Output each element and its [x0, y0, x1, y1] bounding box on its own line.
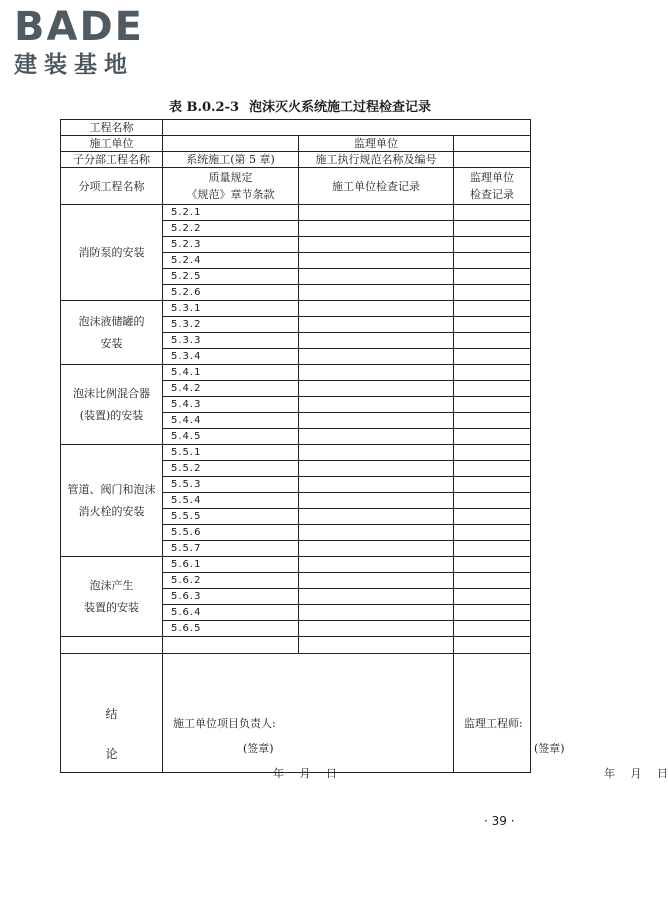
project-name-label: 工程名称: [61, 120, 163, 136]
project-name-value[interactable]: [163, 120, 531, 136]
supervisor-check-cell[interactable]: [454, 477, 531, 493]
item-name-cell: [61, 205, 163, 301]
page-number: · 39 ·: [484, 814, 515, 828]
supervisor-check-cell[interactable]: [454, 573, 531, 589]
clause-cell: 5.2.3: [163, 237, 299, 253]
clause-row: [61, 557, 531, 573]
contractor-check-cell[interactable]: [299, 269, 454, 285]
clause-row: [61, 365, 531, 381]
logo-text: BADE: [14, 4, 144, 50]
supervisor-check-cell[interactable]: [454, 621, 531, 637]
sub-project-value: 系统施工(第 5 章): [163, 152, 299, 168]
supervisor-sign-block: [464, 716, 668, 781]
standard-label: 施工执行规范名称及编号: [299, 152, 454, 168]
conclusion-label-cell: [61, 654, 163, 773]
col-contractor-header: 施工单位检查记录: [299, 168, 454, 205]
contractor-check-cell[interactable]: [299, 349, 454, 365]
contractor-date-label: 年 月 日: [273, 767, 337, 780]
clause-cell: 5.2.5: [163, 269, 299, 285]
supervisor-check-cell[interactable]: [454, 221, 531, 237]
logo-subtitle: 建装基地: [14, 52, 134, 78]
conclusion-label-top: 结: [105, 707, 118, 721]
item-name-line: 安装: [100, 336, 123, 350]
contractor-check-cell[interactable]: [299, 429, 454, 445]
contractor-check-cell[interactable]: [299, 237, 454, 253]
contractor-check-cell[interactable]: [299, 573, 454, 589]
col-clause-line1: 质量规定: [208, 171, 253, 184]
supervisor-check-cell[interactable]: [454, 461, 531, 477]
clause-cell: 5.3.4: [163, 349, 299, 365]
clause-cell: 5.6.4: [163, 605, 299, 621]
item-name-line: 泡沫液储罐的: [78, 314, 145, 328]
contractor-check-cell[interactable]: [299, 605, 454, 621]
supervisor-check-cell[interactable]: [454, 445, 531, 461]
item-name-line: 装置的安装: [84, 600, 139, 614]
blank-cell[interactable]: [61, 637, 163, 654]
row-sub-project: [61, 152, 531, 168]
supervisor-check-cell[interactable]: [454, 365, 531, 381]
contractor-check-cell[interactable]: [299, 493, 454, 509]
contractor-stamp-label: (签章): [243, 742, 274, 755]
clause-cell: 5.6.5: [163, 621, 299, 637]
clause-cell: 5.4.3: [163, 397, 299, 413]
supervisor-check-cell[interactable]: [454, 269, 531, 285]
clause-cell: 5.2.6: [163, 285, 299, 301]
row-conclusion: [61, 654, 531, 773]
col-supervisor-header: [454, 168, 531, 205]
contractor-check-cell[interactable]: [299, 621, 454, 637]
clause-cell: 5.2.1: [163, 205, 299, 221]
supervisor-check-cell[interactable]: [454, 509, 531, 525]
clause-cell: 5.2.2: [163, 221, 299, 237]
contractor-check-cell[interactable]: [299, 541, 454, 557]
contractor-signer-label: 施工单位项目负责人:: [173, 717, 276, 730]
clause-cell: 5.5.6: [163, 525, 299, 541]
construction-unit-label: 施工单位: [61, 136, 163, 152]
row-units: [61, 136, 531, 152]
item-name-line: 泡沫比例混合器: [73, 386, 150, 400]
sub-project-label: 子分部工程名称: [61, 152, 163, 168]
supervisor-sign-cell[interactable]: [454, 654, 668, 780]
supervisor-check-cell[interactable]: [454, 397, 531, 413]
supervisor-check-cell[interactable]: [454, 301, 531, 317]
form-title: [0, 96, 600, 115]
item-name-line: 泡沫产生: [89, 578, 134, 592]
contractor-check-cell[interactable]: [299, 205, 454, 221]
supervisor-check-cell[interactable]: [454, 541, 531, 557]
col-item-header: 分项工程名称: [61, 168, 163, 205]
contractor-sign-block: [173, 716, 337, 781]
clause-cell: 5.6.1: [163, 557, 299, 573]
table-number: 表 B.0.2-3: [168, 100, 240, 115]
supervisor-check-cell[interactable]: [454, 413, 531, 429]
clause-cell: 5.3.2: [163, 317, 299, 333]
supervisor-check-cell[interactable]: [454, 349, 531, 365]
contractor-check-cell[interactable]: [299, 285, 454, 301]
clause-cell: 5.5.1: [163, 445, 299, 461]
inspection-record-table: [60, 119, 668, 780]
blank-cell[interactable]: [163, 637, 299, 654]
contractor-check-cell[interactable]: [299, 221, 454, 237]
contractor-check-cell[interactable]: [299, 589, 454, 605]
clause-row: [61, 205, 531, 221]
contractor-check-cell[interactable]: [299, 445, 454, 461]
supervisor-check-cell[interactable]: [454, 493, 531, 509]
item-name-line: 消火栓的安装: [78, 504, 145, 518]
contractor-check-cell[interactable]: [299, 253, 454, 269]
supervisor-check-cell[interactable]: [454, 429, 531, 445]
contractor-check-cell[interactable]: [299, 397, 454, 413]
clause-row: [61, 301, 531, 317]
contractor-check-cell[interactable]: [299, 365, 454, 381]
item-name-cell: [61, 557, 163, 637]
supervisor-stamp-label: (签章): [534, 742, 565, 755]
clause-cell: 5.2.4: [163, 253, 299, 269]
contractor-sign-cell[interactable]: [163, 654, 454, 780]
contractor-check-cell[interactable]: [299, 557, 454, 573]
col-clause-line2: 《规范》章节条款: [186, 188, 275, 201]
supervisor-date-label: 年 月 日: [604, 767, 668, 780]
blank-cell[interactable]: [454, 637, 531, 654]
clause-cell: 5.6.2: [163, 573, 299, 589]
row-blank: [61, 637, 531, 654]
contractor-check-cell[interactable]: [299, 509, 454, 525]
supervisor-check-cell[interactable]: [454, 253, 531, 269]
clause-cell: 5.5.4: [163, 493, 299, 509]
supervisor-check-cell[interactable]: [454, 333, 531, 349]
row-project-name: [61, 120, 531, 136]
supervision-unit-label: 监理单位: [299, 136, 454, 152]
clause-cell: 5.6.3: [163, 589, 299, 605]
item-name-cell: [61, 365, 163, 445]
item-name-line: (装置)的安装: [79, 408, 144, 422]
clause-cell: 5.4.1: [163, 365, 299, 381]
construction-unit-value[interactable]: [163, 136, 299, 152]
contractor-check-cell[interactable]: [299, 333, 454, 349]
blank-cell[interactable]: [299, 637, 454, 654]
supervisor-check-cell[interactable]: [454, 285, 531, 301]
clause-cell: 5.4.5: [163, 429, 299, 445]
supervision-unit-value[interactable]: [454, 136, 531, 152]
clause-cell: 5.4.4: [163, 413, 299, 429]
supervisor-check-cell[interactable]: [454, 589, 531, 605]
contractor-check-cell[interactable]: [299, 461, 454, 477]
col-supervisor-line2: 检查记录: [470, 188, 514, 201]
supervisor-check-cell[interactable]: [454, 237, 531, 253]
contractor-check-cell[interactable]: [299, 317, 454, 333]
supervisor-check-cell[interactable]: [454, 381, 531, 397]
col-clause-header: [163, 168, 299, 205]
clause-cell: 5.3.1: [163, 301, 299, 317]
row-column-headers: [61, 168, 531, 205]
supervisor-check-cell[interactable]: [454, 525, 531, 541]
supervisor-signer-label: 监理工程师:: [464, 717, 523, 730]
item-name-line: 消防泵的安装: [78, 245, 145, 259]
clause-cell: 5.4.2: [163, 381, 299, 397]
clause-cell: 5.3.3: [163, 333, 299, 349]
contractor-check-cell[interactable]: [299, 525, 454, 541]
item-name-line: 管道、阀门和泡沫: [67, 482, 156, 496]
brand-logo: [14, 4, 184, 86]
conclusion-label: [61, 694, 162, 774]
contractor-check-cell[interactable]: [299, 301, 454, 317]
clause-cell: 5.5.5: [163, 509, 299, 525]
supervisor-check-cell[interactable]: [454, 205, 531, 221]
conclusion-label-bottom: 论: [105, 747, 118, 761]
item-name-cell: [61, 301, 163, 365]
clause-row: [61, 445, 531, 461]
item-name-cell: [61, 445, 163, 557]
supervisor-check-cell[interactable]: [454, 605, 531, 621]
contractor-check-cell[interactable]: [299, 381, 454, 397]
clause-cell: 5.5.7: [163, 541, 299, 557]
clause-cell: 5.5.3: [163, 477, 299, 493]
clause-cell: 5.5.2: [163, 461, 299, 477]
supervisor-check-cell[interactable]: [454, 317, 531, 333]
col-supervisor-line1: 监理单位: [470, 171, 514, 184]
contractor-check-cell[interactable]: [299, 477, 454, 493]
contractor-check-cell[interactable]: [299, 413, 454, 429]
supervisor-check-cell[interactable]: [454, 557, 531, 573]
table-title: 泡沫灭火系统施工过程检查记录: [249, 100, 432, 115]
standard-value[interactable]: [454, 152, 531, 168]
